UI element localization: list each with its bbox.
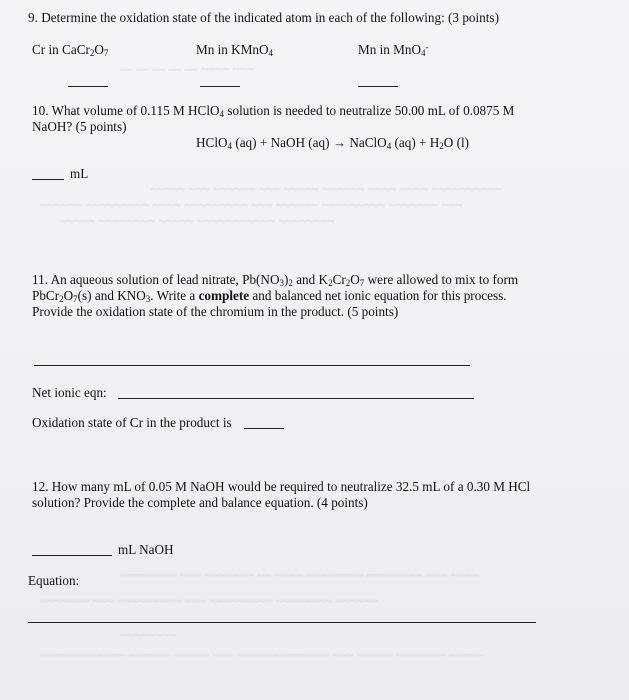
- q11-oxidation-blank[interactable]: [244, 428, 284, 429]
- q9-item-mn-mno4: Mn in MnO$_4$-: [358, 42, 429, 58]
- q9-answer-blank-3[interactable]: [358, 86, 398, 87]
- q12-equation-line[interactable]: [28, 622, 536, 623]
- q9-answer-blank-1[interactable]: [68, 86, 108, 87]
- show-through-text: ~~~~~~~ ~~~ ~~~~~~~~~ ~~~ ~~~~~~~~~ ~~~~~~~~ ~~~~~~: [40, 594, 379, 608]
- q10-answer-blank[interactable]: [32, 179, 64, 180]
- q11-net-ionic-line[interactable]: [118, 398, 474, 399]
- show-through-text: — — — — — ~~~~ ~~~: [120, 62, 254, 76]
- q10-line1: 10. What volume of 0.115 M HClO$_4$ solution is needed to neutralize 50.00 mL of 0.0875 M: [32, 103, 515, 119]
- q11-oxidation-label: Oxidation state of Cr in the product is: [32, 415, 232, 430]
- q9-item-cr: Cr in $CaCr_2O_7$: [32, 42, 109, 58]
- q12-line1: 12. How many mL of 0.05 M NaOH would be required to neutralize 32.5 mL of a 0.30 M HCl: [32, 479, 531, 494]
- show-through-text: ~~~~~~ ~~~~~~~~~ ~~~~ ~~~~~~~~~ ~~~ ~~~~~~ ~~~~~~~~~ ~~~~~~~ ~~~: [40, 198, 463, 212]
- q10-unit: mL: [70, 166, 89, 181]
- q10-line2: NaOH? (5 points): [32, 119, 127, 134]
- q9-heading: 9. Determine the oxidation state of the indicated atom in each of the following: (3 points): [28, 10, 499, 25]
- q11-line2: $PbCr_2O_7(s)$ and $KNO_3$. Write a complete and balanced net ionic equation for this process.: [32, 288, 507, 304]
- q11-line1: 11. An aqueous solution of lead nitrate, $Pb(NO_3)_2$ and $K_2Cr_2O_7$ were allowed to mix to form: [32, 272, 519, 288]
- q9-item-mn-kmno4: Mn in KMnO$_4$: [196, 42, 274, 58]
- show-through-text: ~~~~~~~~ ~~~ ~~~~~~~ ~~ ~~~~ ~~~~~~~~ ~~~~~~~~ ~~~ ~~~~: [120, 568, 480, 582]
- q9-answer-blank-2[interactable]: [200, 86, 240, 87]
- show-through-text: ~~~~~ ~~~~~~~~ ~~~~~ ~~~~~~~~~~~ ~~~~~~~~: [60, 214, 336, 228]
- q11-line3: Provide the oxidation state of the chromium in the product. (5 points): [32, 304, 399, 319]
- q11-answer-line[interactable]: [34, 365, 470, 366]
- q12-line2: solution? Provide the complete and balance equation. (4 points): [32, 495, 368, 510]
- show-through-text: ~~~~~~~~: [120, 628, 177, 642]
- show-through-text: ~~~~~~~~~~~~ ~~~~~~ ~~~~~ ~~~ ~~~~~~~~~~~~~ ~~~ ~~~~~ ~~~~~~~ ~~~~~: [40, 648, 485, 662]
- q12-answer-blank[interactable]: [32, 555, 112, 556]
- show-through-text: ~~~~~ ~~~ ~~~~~~ ~~~ ~~~~~ ~~~~~~ ~~~~ ~~~~ ~~~~~~~~~~: [150, 182, 503, 196]
- q12-equation-label: Equation:: [28, 573, 80, 588]
- q11-net-ionic-label: Net ionic eqn:: [32, 385, 107, 400]
- reaction-arrow: →: [332, 135, 347, 150]
- q12-unit: mL NaOH: [118, 542, 174, 557]
- q10-reaction-equation: HClO$_4$ (aq) + NaOH (aq) → NaClO$_4$ $(aq) + H_2O$ (l): [196, 135, 470, 151]
